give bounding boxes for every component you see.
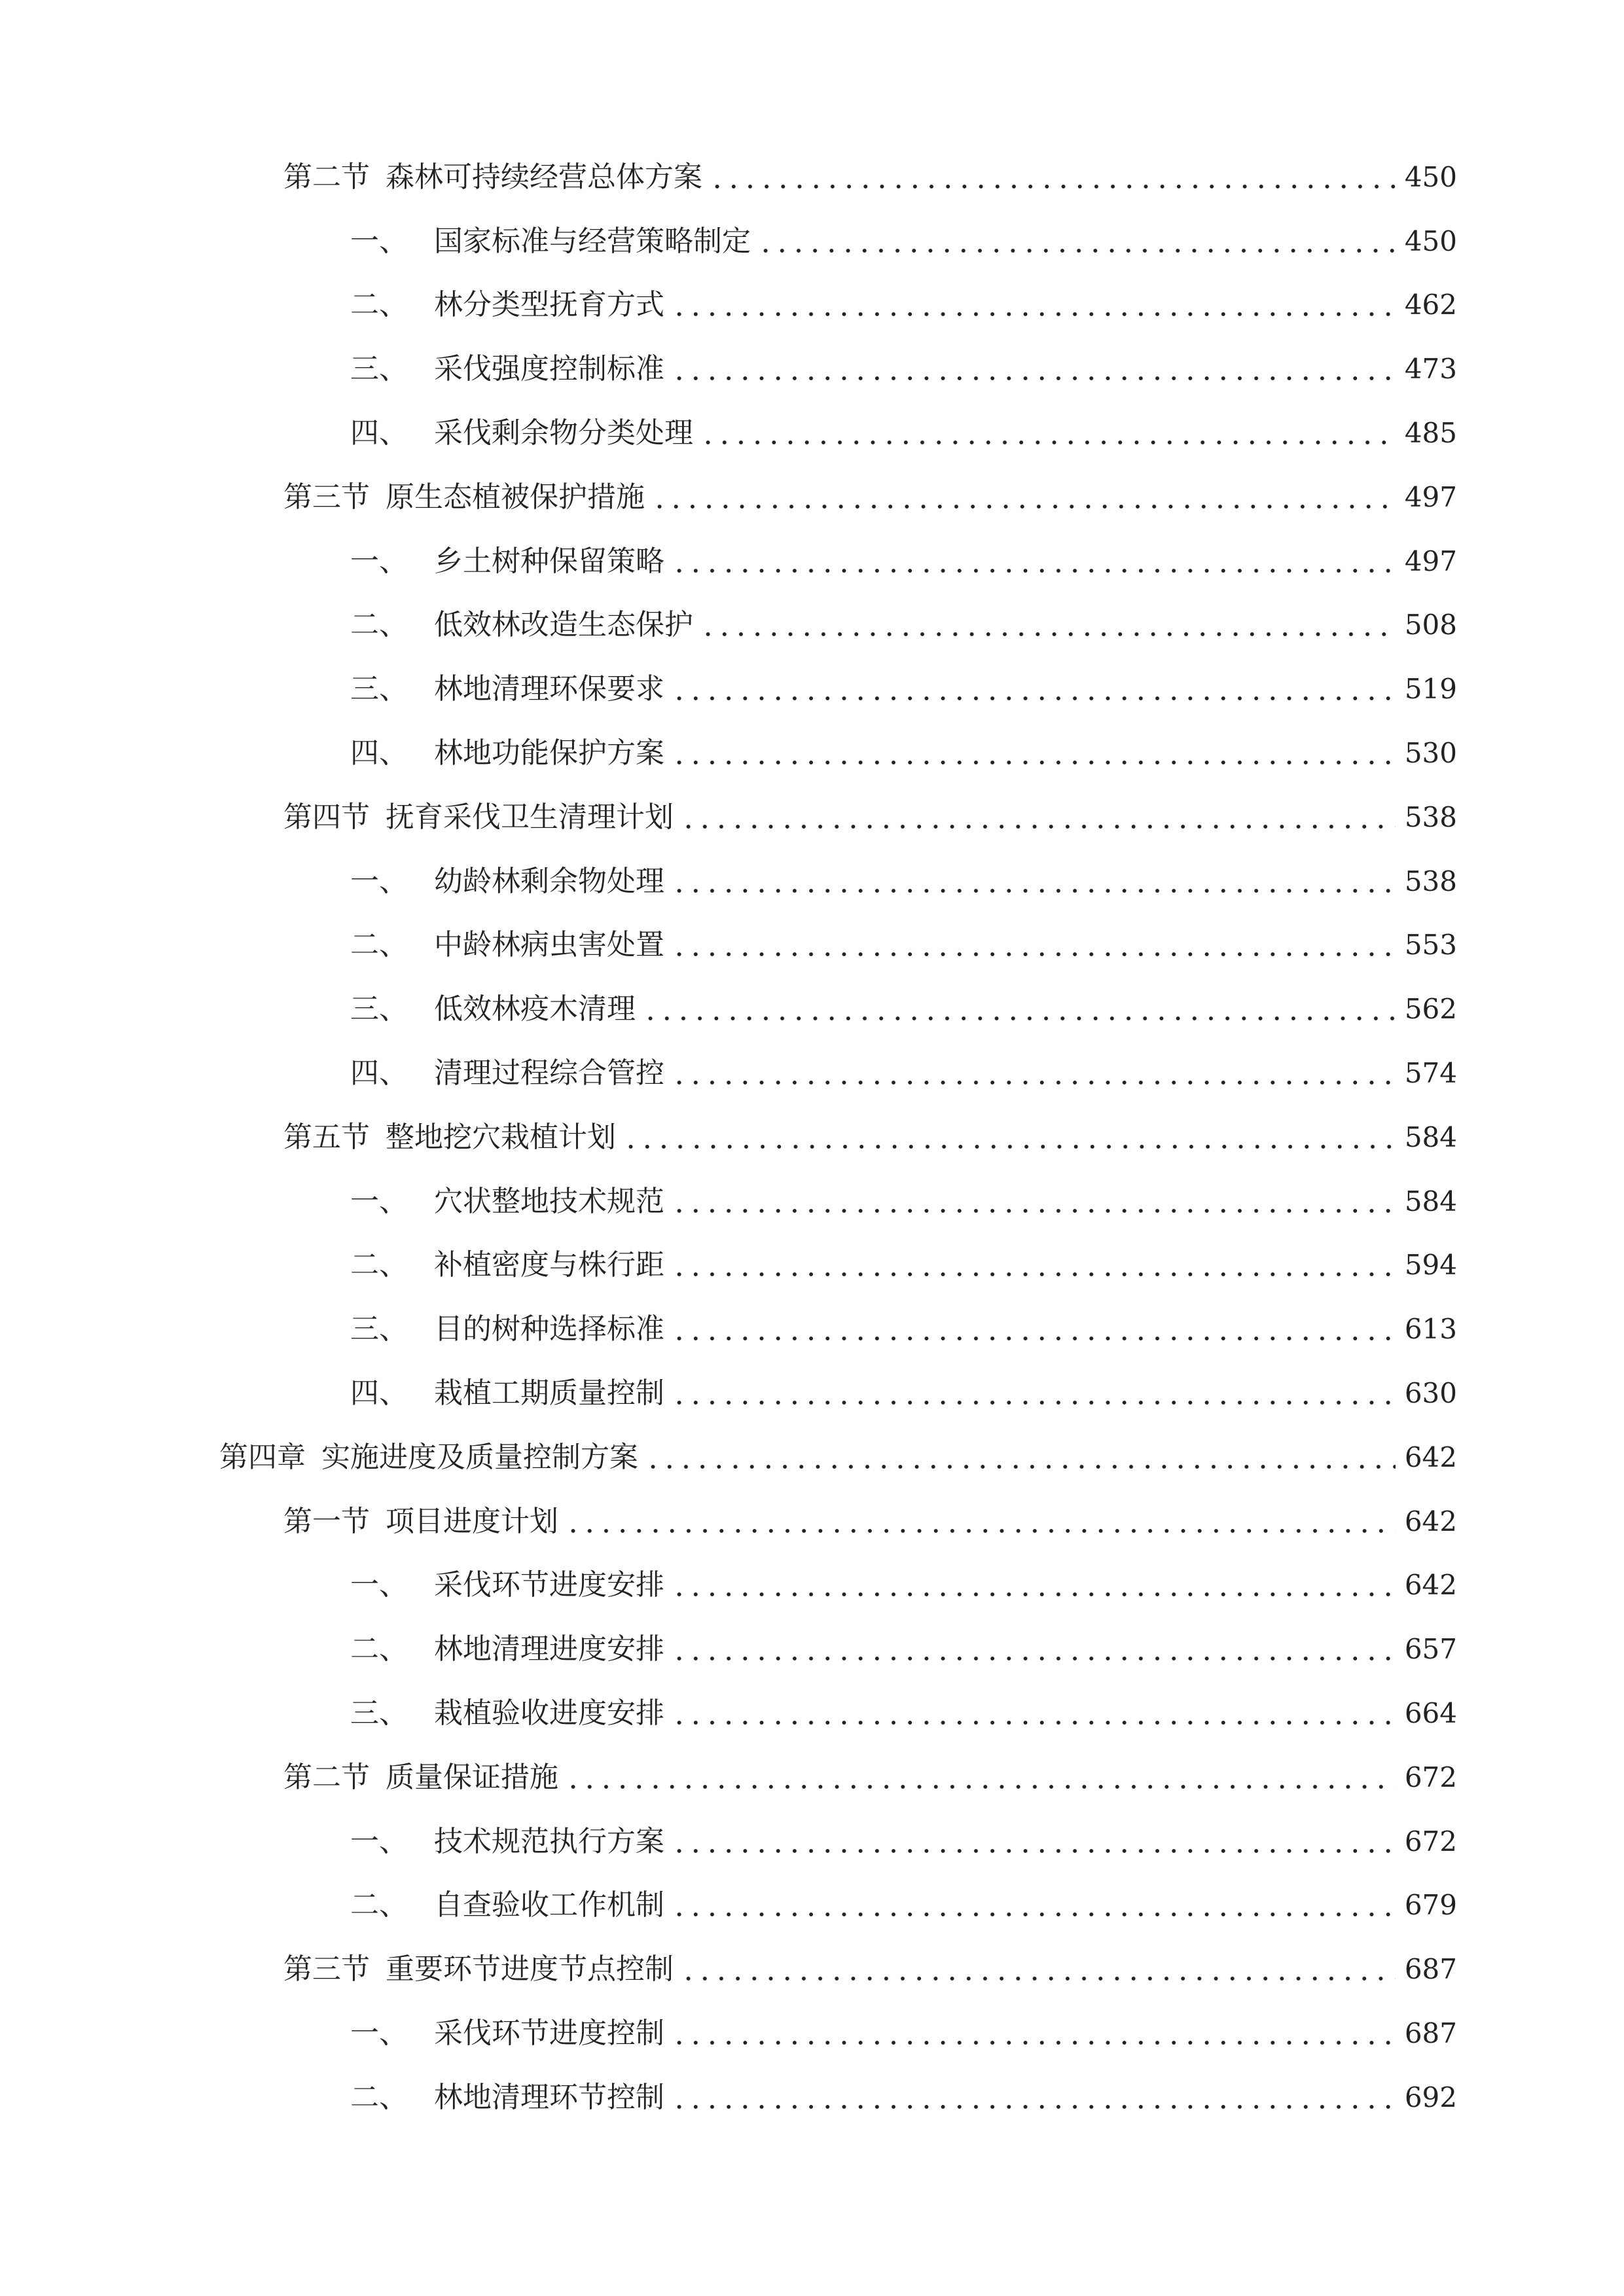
toc-entry-title: 整地挖穴栽植计划 <box>386 1120 616 1154</box>
toc-entry-number: 一、 <box>350 1568 408 1602</box>
dot-leader <box>651 492 1396 521</box>
toc-entry-item[interactable] <box>0 977 1624 1041</box>
toc-entry-page-number: 584 <box>1404 1185 1457 1217</box>
table-of-contents <box>0 145 1624 2130</box>
toc-entry-item[interactable] <box>0 1361 1624 1426</box>
toc-entry-page-number: 642 <box>1404 1505 1457 1537</box>
toc-entry-item[interactable] <box>0 1617 1624 1681</box>
toc-entry-number: 第二节 <box>283 1760 370 1794</box>
toc-entry-page-number: 450 <box>1404 224 1457 257</box>
toc-entry-item[interactable] <box>0 401 1624 465</box>
toc-entry-title: 低效林改造生态保护 <box>434 608 693 642</box>
toc-entry-item[interactable] <box>0 2001 1624 2066</box>
dot-leader <box>680 812 1396 841</box>
toc-entry-section[interactable] <box>0 1746 1624 1810</box>
dot-leader <box>671 1260 1396 1289</box>
toc-entry-number: 第三节 <box>283 480 370 514</box>
toc-entry-item[interactable] <box>0 1810 1624 1874</box>
toc-entry-page-number: 687 <box>1404 2017 1457 2049</box>
toc-entry-number: 三、 <box>350 672 408 706</box>
dot-leader <box>680 1964 1396 1993</box>
dot-leader <box>671 1900 1396 1929</box>
toc-entry-chapter[interactable] <box>0 1426 1624 1490</box>
toc-entry-number: 第四章 <box>219 1440 306 1474</box>
toc-entry-item[interactable] <box>0 274 1624 338</box>
toc-entry-title: 林地清理进度安排 <box>434 1632 664 1666</box>
toc-entry-item[interactable] <box>0 1041 1624 1105</box>
toc-entry-section[interactable] <box>0 785 1624 850</box>
toc-entry-item[interactable] <box>0 209 1624 274</box>
toc-entry-number: 第三节 <box>283 1952 370 1986</box>
toc-entry-page-number: 642 <box>1404 1569 1457 1602</box>
dot-leader <box>700 428 1396 457</box>
toc-entry-page-number: 538 <box>1404 865 1457 897</box>
dot-leader <box>565 1516 1396 1545</box>
toc-entry-item[interactable] <box>0 529 1624 594</box>
toc-entry-item[interactable] <box>0 1681 1624 1746</box>
toc-entry-item[interactable] <box>0 2066 1624 2130</box>
toc-entry-page-number: 553 <box>1404 929 1457 961</box>
toc-entry-number: 一、 <box>350 1824 408 1858</box>
toc-entry-title: 质量保证措施 <box>386 1760 558 1794</box>
toc-entry-number: 二、 <box>350 2080 408 2114</box>
toc-entry-number: 一、 <box>350 2017 408 2050</box>
dot-leader <box>565 1772 1396 1801</box>
toc-entry-number: 第五节 <box>283 1120 370 1154</box>
toc-entry-item[interactable] <box>0 914 1624 978</box>
toc-entry-title: 采伐环节进度安排 <box>434 1568 664 1602</box>
toc-entry-number: 四、 <box>350 1376 408 1410</box>
toc-entry-title: 采伐强度控制标准 <box>434 352 664 386</box>
dot-leader <box>671 364 1396 393</box>
toc-entry-title: 中龄林病虫害处置 <box>434 928 664 962</box>
toc-entry-section[interactable] <box>0 1105 1624 1170</box>
dot-leader <box>700 620 1396 649</box>
toc-entry-number: 四、 <box>350 416 408 450</box>
toc-entry-number: 一、 <box>350 1184 408 1218</box>
toc-entry-page-number: 672 <box>1404 1761 1457 1793</box>
toc-entry-page-number: 450 <box>1404 160 1457 193</box>
toc-entry-page-number: 672 <box>1404 1825 1457 1857</box>
dot-leader <box>671 300 1396 329</box>
toc-entry-page-number: 497 <box>1404 545 1457 577</box>
toc-entry-title: 栽植验收进度安排 <box>434 1696 664 1731</box>
dot-leader <box>671 2028 1396 2057</box>
toc-entry-item[interactable] <box>0 1554 1624 1618</box>
toc-entry-number: 三、 <box>350 992 408 1026</box>
toc-entry-title: 项目进度计划 <box>386 1504 558 1538</box>
dot-leader <box>671 1068 1396 1097</box>
toc-entry-page-number: 574 <box>1404 1057 1457 1090</box>
toc-entry-item[interactable] <box>0 1170 1624 1234</box>
toc-entry-page-number: 692 <box>1404 2081 1457 2113</box>
dot-leader <box>671 1644 1396 1673</box>
toc-entry-page-number: 642 <box>1404 1441 1457 1473</box>
toc-entry-number: 二、 <box>350 1888 408 1922</box>
dot-leader <box>645 1452 1396 1481</box>
toc-entry-title: 低效林疫木清理 <box>434 992 636 1026</box>
toc-entry-section[interactable] <box>0 145 1624 209</box>
toc-entry-item[interactable] <box>0 1234 1624 1298</box>
dot-leader <box>671 684 1396 713</box>
toc-entry-number: 第四节 <box>283 800 370 834</box>
toc-entry-title: 原生态植被保护措施 <box>386 480 645 514</box>
dot-leader <box>671 2092 1396 2121</box>
toc-entry-title: 林地清理环保要求 <box>434 672 664 706</box>
toc-entry-number: 二、 <box>350 1248 408 1282</box>
toc-entry-title: 清理过程综合管控 <box>434 1056 664 1090</box>
toc-entry-section[interactable] <box>0 1490 1624 1554</box>
toc-entry-title: 栽植工期质量控制 <box>434 1376 664 1410</box>
dot-leader <box>642 1004 1396 1033</box>
dot-leader <box>671 1324 1396 1353</box>
toc-entry-item[interactable] <box>0 337 1624 401</box>
toc-entry-page-number: 594 <box>1404 1249 1457 1282</box>
toc-entry-title: 采伐剩余物分类处理 <box>434 416 693 450</box>
toc-entry-title: 重要环节进度节点控制 <box>386 1952 674 1986</box>
toc-entry-number: 二、 <box>350 608 408 642</box>
toc-entry-title: 抚育采伐卫生清理计划 <box>386 800 674 834</box>
toc-entry-number: 四、 <box>350 1056 408 1090</box>
toc-entry-title: 国家标准与经营策略制定 <box>434 224 751 258</box>
toc-entry-number: 三、 <box>350 1696 408 1731</box>
dot-leader <box>623 1132 1396 1161</box>
toc-entry-page-number: 584 <box>1404 1121 1457 1153</box>
toc-entry-number: 二、 <box>350 1632 408 1666</box>
dot-leader <box>671 1580 1396 1609</box>
toc-entry-number: 三、 <box>350 1312 408 1346</box>
toc-entry-page-number: 473 <box>1404 353 1457 386</box>
toc-entry-page-number: 462 <box>1404 289 1457 321</box>
toc-entry-title: 实施进度及质量控制方案 <box>321 1440 638 1474</box>
toc-entry-item[interactable] <box>0 1874 1624 1938</box>
toc-entry-title: 林地功能保护方案 <box>434 736 664 770</box>
toc-entry-title: 目的树种选择标准 <box>434 1312 664 1346</box>
dot-leader <box>671 876 1396 905</box>
toc-entry-number: 四、 <box>350 736 408 770</box>
toc-entry-item[interactable] <box>0 657 1624 721</box>
toc-entry-page-number: 664 <box>1404 1697 1457 1730</box>
toc-entry-title: 幼龄林剩余物处理 <box>434 864 664 898</box>
toc-entry-number: 一、 <box>350 544 408 578</box>
toc-entry-item[interactable] <box>0 594 1624 658</box>
toc-entry-title: 林分类型抚育方式 <box>434 288 664 322</box>
toc-entry-number: 三、 <box>350 352 408 386</box>
toc-entry-item[interactable] <box>0 721 1624 785</box>
toc-entry-page-number: 508 <box>1404 609 1457 641</box>
toc-entry-number: 一、 <box>350 224 408 258</box>
dot-leader <box>671 556 1396 585</box>
toc-entry-item[interactable] <box>0 1297 1624 1361</box>
toc-entry-page-number: 613 <box>1404 1313 1457 1346</box>
dot-leader <box>671 748 1396 777</box>
toc-entry-page-number: 519 <box>1404 673 1457 706</box>
toc-entry-page-number: 657 <box>1404 1633 1457 1666</box>
toc-entry-page-number: 538 <box>1404 800 1457 833</box>
toc-entry-title: 自查验收工作机制 <box>434 1888 664 1922</box>
toc-entry-title: 采伐环节进度控制 <box>434 2017 664 2050</box>
dot-leader <box>671 940 1396 969</box>
toc-entry-title: 乡土树种保留策略 <box>434 544 664 578</box>
toc-entry-title: 技术规范执行方案 <box>434 1824 664 1858</box>
toc-entry-number: 二、 <box>350 928 408 962</box>
toc-entry-title: 补植密度与株行距 <box>434 1248 664 1282</box>
toc-entry-title: 林地清理环节控制 <box>434 2080 664 2114</box>
toc-entry-page-number: 485 <box>1404 417 1457 450</box>
toc-entry-title: 森林可持续经营总体方案 <box>386 160 702 194</box>
toc-entry-section[interactable] <box>0 1937 1624 2001</box>
toc-entry-number: 二、 <box>350 288 408 322</box>
toc-entry-title: 穴状整地技术规范 <box>434 1184 664 1218</box>
toc-entry-number: 第一节 <box>283 1504 370 1538</box>
toc-entry-item[interactable] <box>0 850 1624 914</box>
toc-entry-page-number: 630 <box>1404 1377 1457 1410</box>
toc-entry-number: 第二节 <box>283 160 370 194</box>
toc-entry-number: 一、 <box>350 864 408 898</box>
dot-leader <box>757 236 1396 265</box>
toc-entry-page-number: 530 <box>1404 737 1457 770</box>
toc-entry-section[interactable] <box>0 465 1624 529</box>
toc-entry-page-number: 679 <box>1404 1889 1457 1922</box>
dot-leader <box>671 1196 1396 1225</box>
dot-leader <box>671 1388 1396 1417</box>
dot-leader <box>671 1837 1396 1865</box>
dot-leader <box>709 172 1396 201</box>
toc-entry-page-number: 497 <box>1404 480 1457 513</box>
toc-entry-page-number: 687 <box>1404 1953 1457 1986</box>
toc-entry-page-number: 562 <box>1404 993 1457 1026</box>
dot-leader <box>671 1708 1396 1737</box>
